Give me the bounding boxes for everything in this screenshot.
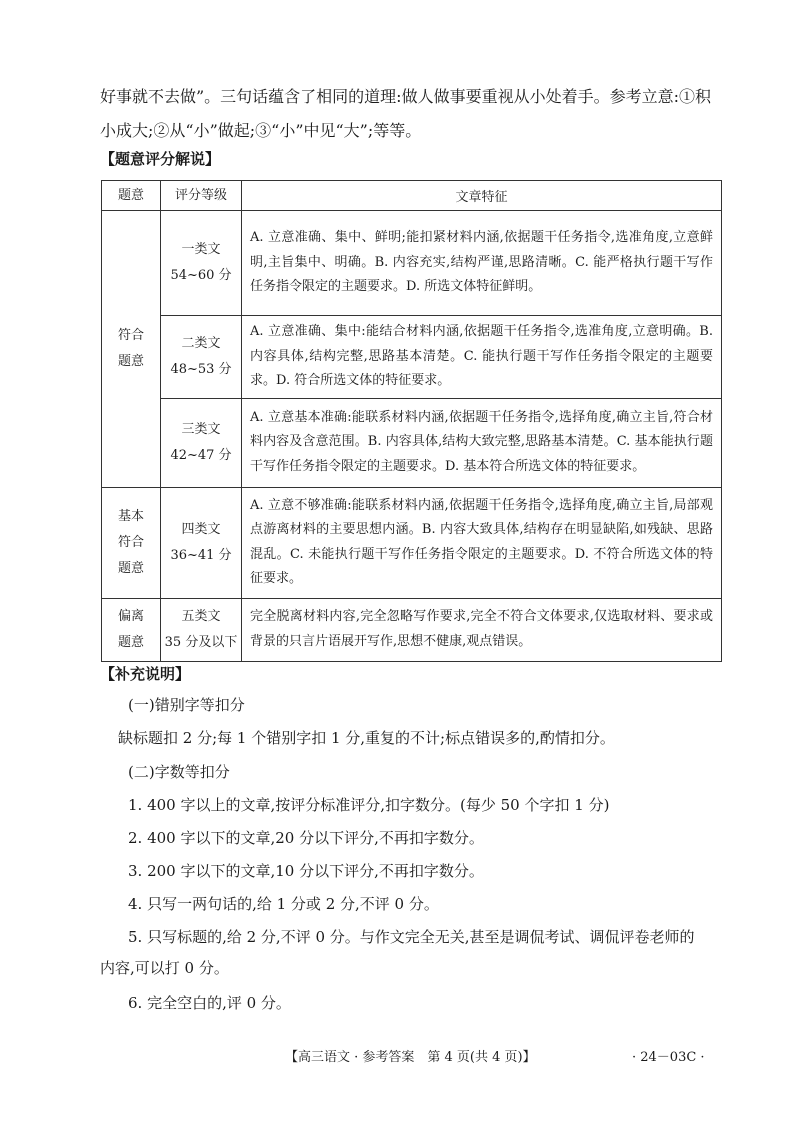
level-cell: 一类文 54~60 分: [161, 211, 242, 316]
table-header-row: [102, 181, 722, 211]
topic-cell: 符合 题意: [102, 211, 161, 488]
supp-line: 3. 200 字以下的文章,10 分以下评分,不再扣字数分。: [128, 862, 484, 880]
table-row: [102, 211, 722, 316]
supp-line: 2. 400 字以下的文章,20 分以下评分,不再扣字数分。: [128, 829, 484, 847]
supp-subheading: (一)错别字等扣分: [128, 696, 245, 714]
grading-table: [101, 180, 722, 662]
footer-title: 【高三语文 · 参考答案 第 4 页(共 4 页)】: [285, 1050, 536, 1065]
supp-line: 4. 只写一两句话的,给 1 分或 2 分,不评 0 分。: [128, 895, 439, 913]
header-features: 文章特征: [242, 181, 722, 211]
feature-cell: A. 立意准确、集中、鲜明;能扣紧材料内涵,依据题干任务指令,选准角度,立意鲜明,主旨集中、明确。B. 内容充实,结构严谨,思路清晰。C. 能严格执行题干写作任务指令限定的主题要求。D. 所选文体特征鲜明。: [242, 211, 722, 316]
level-cell: 三类文 42~47 分: [161, 398, 242, 487]
header-level: 评分等级: [161, 181, 242, 211]
header-topic: 题意: [102, 181, 161, 211]
intro-line: 小成大;②从“小”做起;③“小”中见“大”;等等。: [100, 121, 422, 140]
feature-cell: A. 立意准确、集中:能结合材料内涵,依据题干任务指令,选准角度,立意明确。B. 内容具体,结构完整,思路基本清楚。C. 能执行题干写作任务指令限定的主题要求。D. 符合所选文体的特征要求。: [242, 316, 722, 399]
supp-subheading: (二)字数等扣分: [128, 763, 230, 781]
topic-cell: 基本 符合 题意: [102, 487, 161, 598]
feature-cell: A. 立意不够准确:能联系材料内涵,依据题干任务指令,选择角度,确立主旨,局部观点游离材料的主要思想内涵。B. 内容大致具体,结构存在明显缺陷,如残缺、思路混乱。C. 未能执行题干写作任务指令限定的主题要求。D. 不符合所选文体的特征要求。: [242, 487, 722, 598]
intro-paragraph: [100, 80, 711, 148]
grading-heading: 【题意评分解说】: [100, 150, 221, 168]
feature-cell: A. 立意基本准确:能联系材料内涵,依据题干任务指令,选择角度,确立主旨,符合材料内容及含意范围。B. 内容具体,结构大致完整,思路基本清楚。C. 基本能执行题干写作任务指令限定的主题要求。D. 基本符合所选文体的特征要求。: [242, 398, 722, 487]
supp-line: 缺标题扣 2 分;每 1 个错别字扣 1 分,重复的不计;标点错误多的,酌情扣分。: [118, 729, 615, 747]
level-cell: 五类文 35 分及以下: [161, 598, 242, 661]
supp-line: 5. 只写标题的,给 2 分,不评 0 分。与作文完全无关,甚至是调侃考试、调侃评卷老师的: [128, 928, 695, 946]
table-row: [102, 398, 722, 487]
table-row: [102, 598, 722, 661]
feature-cell: 完全脱离材料内容,完全忽略写作要求,完全不符合文体要求,仅选取材料、要求或背景的只言片语展开写作,思想不健康,观点错误。: [242, 598, 722, 661]
footer-code: · 24－03C ·: [632, 1050, 705, 1065]
table-row: [102, 316, 722, 399]
level-cell: 二类文 48~53 分: [161, 316, 242, 399]
supplement-heading: 【补充说明】: [100, 665, 191, 683]
topic-cell: 偏离 题意: [102, 598, 161, 661]
level-cell: 四类文 36~41 分: [161, 487, 242, 598]
intro-line: 好事就不去做”。三句话蕴含了相同的道理:做人做事要重视从小处着手。参考立意:①积: [100, 87, 711, 106]
table-row: [102, 487, 722, 598]
supp-line: 内容,可以打 0 分。: [100, 959, 229, 977]
page-footer: [0, 1046, 800, 1068]
supp-line: 6. 完全空白的,评 0 分。: [128, 994, 291, 1012]
supp-line: 1. 400 字以上的文章,按评分标准评分,扣字数分。(每少 50 个字扣 1 分): [128, 796, 610, 814]
